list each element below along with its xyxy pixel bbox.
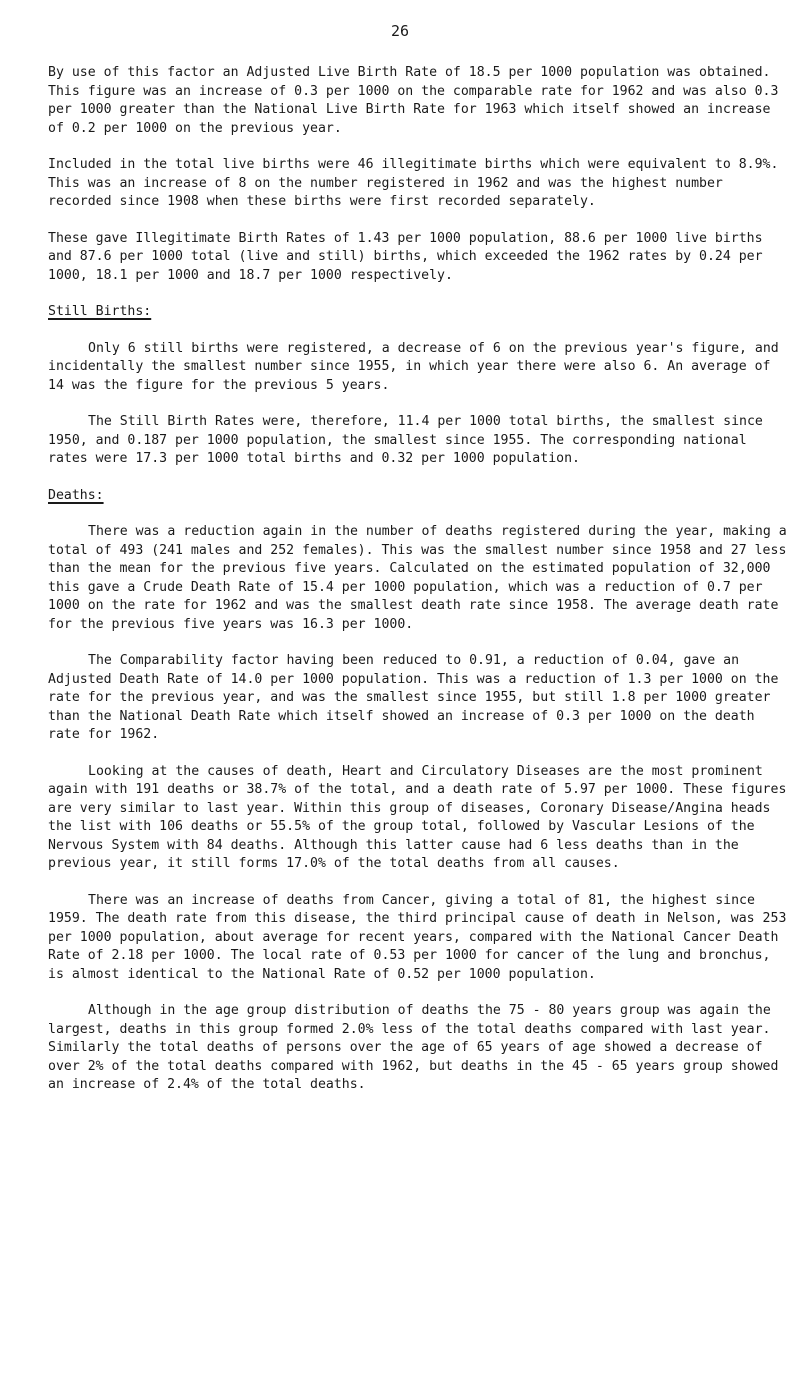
paragraph-still-birth-rates: The Still Birth Rates were, therefore, 11.4 per 1000 total births, the smallest since 1950, and 0.187 per 1000 population, the smallest since 1955. The corresponding national rates were 17.3 per 1000 total births and 0.32 per 1000 population. xyxy=(48,414,763,466)
paragraph-illegitimate-birth-rates: These gave Illegitimate Birth Rates of 1.43 per 1000 population, 88.6 per 1000 live births and 87.6 per 1000 total (live and still) births, which exceeded the 1962 rates by 0.24 per 1000, 18.1 per 1000 and 18.7 per 1000 respectively. xyxy=(48,230,763,283)
heading-deaths: Deaths: xyxy=(48,487,104,503)
paragraph-comparability-factor: The Comparability factor having been reduced to 0.91, a reduction of 0.04, gave an Adjusted Death Rate of 14.0 per 1000 population. This was a reduction of 1.3 per 1000 on the rate for the previous year, and was the smallest since 1955, but still 1.8 per 1000 greater than the National Death Rate which itself showed an increase of 0.3 per 1000 on the death rate for 1962. xyxy=(48,653,779,742)
paragraph-still-births-count: Only 6 still births were registered, a decrease of 6 on the previous year's figure, and incidentally the smallest number since 1955, in which year there were also 6. An average of 14 was the figure for the previous 5 years. xyxy=(48,340,779,393)
paragraph-causes-of-death: Looking at the causes of death, Heart and Circulatory Diseases are the most prominent again with 191 deaths or 38.7% of the total, and a death rate of 5.97 per 1000. These figures are very similar to last year. Within this group of diseases, Coronary Disease/Angina heads the list with 106 deaths or 55.5% of the group total, followed by Vascular Lesions of the Nervous System with 84 deaths. Although this latter cause had 6 less deaths than in the previous year, it still forms 17.0% of the total deaths from all causes. xyxy=(48,763,787,871)
paragraph-cancer-deaths: There was an increase of deaths from Cancer, giving a total of 81, the highest since 1959. The death rate from this disease, the third principal cause of death in Nelson, was 253 per 1000 population, about average for recent years, compared with the National Cancer Death Rate of 2.18 per 1000. The local rate of 0.53 per 1000 for cancer of the lung and bronchus, is almost identical to the National Rate of 0.52 per 1000 population. xyxy=(48,892,787,982)
paragraph-adjusted-live-birth-rate: By use of this factor an Adjusted Live Birth Rate of 18.5 per 1000 population was obtained. This figure was an increase of 0.3 per 1000 on the comparable rate for 1962 and was also 0.3 per 1000 greater than the National Live Birth Rate for 1963 which itself showed an increase of 0.2 per 1000 on the previous year. xyxy=(48,65,779,136)
heading-still-births: Still Births: xyxy=(48,304,152,319)
paragraph-illegitimate-births: Included in the total live births were 46 illegitimate births which were equivalent to 8.9%. This was an increase of 8 on the number registered in 1962 and was the highest number recorded since 1908 when these births were first recorded separately. xyxy=(48,157,779,209)
paragraph-age-group-distribution: Although in the age group distribution of deaths the 75 - 80 years group was again the largest, deaths in this group formed 2.0% less of the total deaths compared with last year. Similarly the total deaths of persons over the age of 65 years of age showed a decrease of over 2% of the total deaths compared with 1962, but deaths in the 45 - 65 years group showed an increase of 2.4% of the total deaths. xyxy=(48,1003,779,1092)
page-number: 26 xyxy=(390,22,410,40)
paragraph-deaths-total: There was a reduction again in the number of deaths registered during the year, making a total of 493 (241 males and 252 females). This was the smallest number since 1958 and 27 less than the mean for the previous five years. Calculated on the estimated population of 32,000 this gave a Crude Death Rate of 15.4 per 1000 population, which was a reduction of 0.7 per 1000 on the rate for 1962 and was the smallest death rate since 1958. The average death rate for the previous five years was 16.3 per 1000. xyxy=(48,524,787,632)
document-body xyxy=(48,64,788,1113)
